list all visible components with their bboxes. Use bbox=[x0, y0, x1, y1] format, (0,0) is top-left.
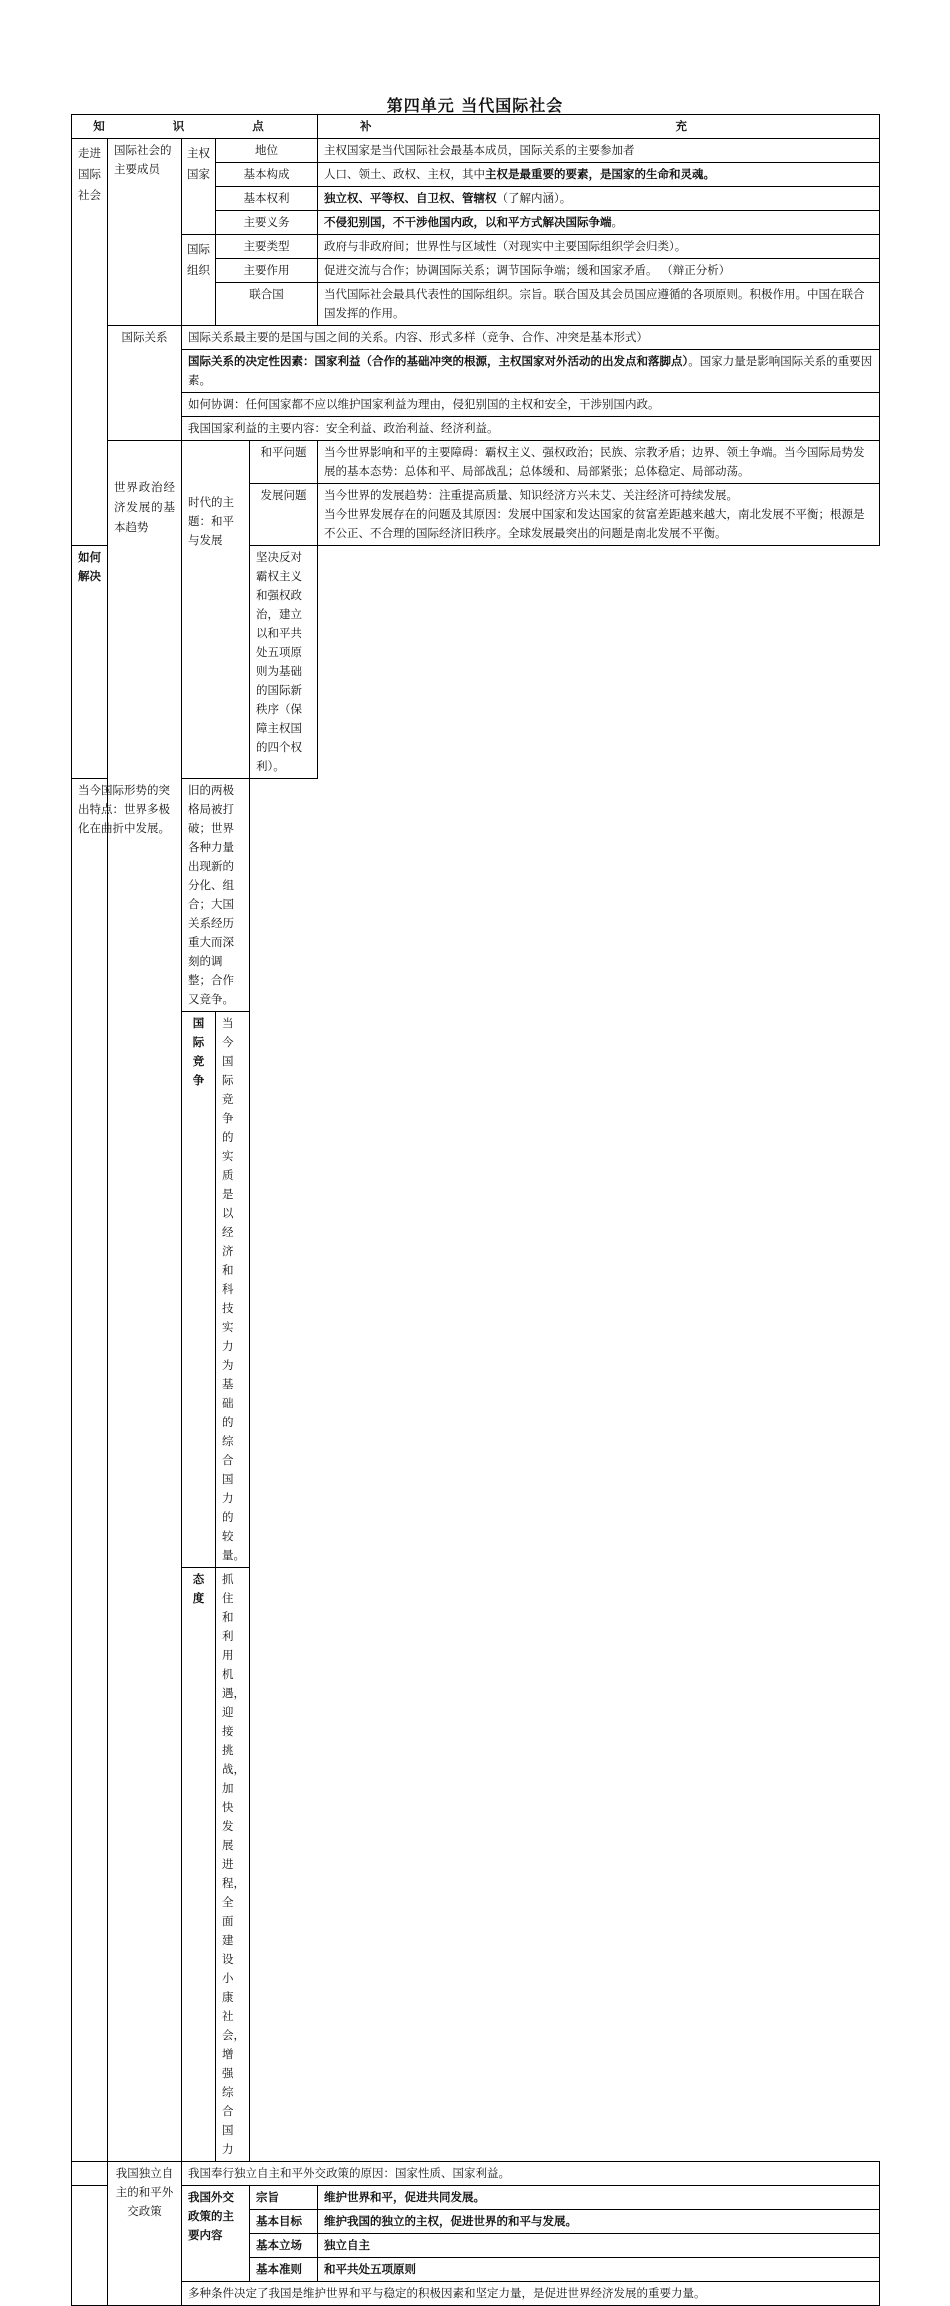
row-key: 主要义务 bbox=[216, 211, 318, 235]
row-value: 和平共处五项原则 bbox=[318, 2258, 880, 2282]
row-value: 国际关系的决定性因素：国家利益（合作的基础冲突的根源，主权国家对外活动的出发点和落脚点）。国家力量是影响国际关系的重要因素。 bbox=[182, 350, 880, 393]
row-value: 不侵犯别国，不干涉他国内政，以和平方式解决国际争端。 bbox=[318, 211, 880, 235]
row-value: 多种条件决定了我国是维护世界和平与稳定的积极因素和坚定力量，是促进世界经济发展的重要力量。 bbox=[182, 2282, 880, 2306]
row-value: 独立自主 bbox=[318, 2234, 880, 2258]
world-trend-label: 当今国际形势的突出特点：世界多极化在曲折中发展。 bbox=[72, 779, 182, 2162]
row-value: 主权国家是当代国际社会最基本成员，国际关系的主要参加者 bbox=[318, 139, 880, 163]
row-key: 基本权利 bbox=[216, 187, 318, 211]
row-key: 发展问题 bbox=[250, 484, 318, 546]
row-value: 当今世界影响和平的主要障碍：霸权主义、强权政治；民族、宗教矛盾；边界、领土争端。当今国际局势发展的基本态势：总体和平、局部战乱；总体缓和、局部紧张；总体稳定、局部动荡。 bbox=[318, 441, 880, 484]
row-key: 基本立场 bbox=[250, 2234, 318, 2258]
row-key: 主要类型 bbox=[216, 235, 318, 259]
row-key: 基本目标 bbox=[250, 2210, 318, 2234]
header-supplement: 补 充 bbox=[360, 119, 838, 133]
row-value: 国际关系最主要的是国与国之间的关系。内容、形式多样（竞争、合作、冲突是基本形式） bbox=[182, 326, 880, 350]
section-foreign-policy-label: 我国独立自主的和平外交政策 bbox=[108, 2162, 182, 2306]
row-key: 宗旨 bbox=[250, 2186, 318, 2210]
row-value: 我国国家利益的主要内容：安全利益、政治利益、经济利益。 bbox=[182, 417, 880, 441]
row-key: 国际竞争 bbox=[182, 1012, 216, 1568]
row-value: 当今国际竞争的实质是以经济和科技实力为基础的综合国力的较量。 bbox=[216, 1012, 250, 1568]
sovereign-state-label: 主权国家 bbox=[182, 139, 216, 235]
row-key: 联合国 bbox=[216, 283, 318, 326]
row-key: 基本准则 bbox=[250, 2258, 318, 2282]
section-intl-relations-label: 国际关系 bbox=[108, 326, 182, 441]
knowledge-table bbox=[71, 114, 880, 2306]
page-title: 第四单元 当代国际社会 bbox=[386, 96, 564, 115]
row-value: 促进交流与合作；协调国际关系；调节国际争端；缓和国家矛盾。 （辩正分析） bbox=[318, 259, 880, 283]
row-value: 我国奉行独立自主和平外交政策的原因：国家性质、国家利益。 bbox=[182, 2162, 880, 2186]
intl-org-label: 国际组织 bbox=[182, 235, 216, 326]
unit-label: 走进国际社会 bbox=[72, 139, 108, 546]
foreign-policy-main-label: 我国外交政策的主要内容 bbox=[182, 2186, 250, 2282]
row-value: 独立权、平等权、自卫权、管辖权（了解内涵）。 bbox=[318, 187, 880, 211]
row-value: 坚决反对霸权主义和强权政治，建立以和平共处五项原则为基础的国际新秩序（保障主权国的四个权利）。 bbox=[250, 546, 318, 779]
row-value: 维护我国的独立的主权，促进世界的和平与发展。 bbox=[318, 2210, 880, 2234]
row-key: 基本构成 bbox=[216, 163, 318, 187]
era-theme-label: 时代的主题：和平与发展 bbox=[182, 441, 250, 779]
section-trends-label: 世界政治经济发展的基本趋势 bbox=[108, 441, 182, 2162]
section-main-members-label: 国际社会的主要成员 bbox=[108, 139, 182, 326]
row-value: 如何协调：任何国家都不应以维护国家利益为理由，侵犯别国的主权和安全，干涉别国内政。 bbox=[182, 393, 880, 417]
row-value: 维护世界和平，促进共同发展。 bbox=[318, 2186, 880, 2210]
row-value: 人口、领土、政权、主权，其中主权是最重要的要素，是国家的生命和灵魂。 bbox=[318, 163, 880, 187]
row-value: 政府与非政府间；世界性与区域性（对现实中主要国际组织学会归类）。 bbox=[318, 235, 880, 259]
row-key: 态度 bbox=[182, 1568, 216, 2162]
row-key: 和平问题 bbox=[250, 441, 318, 484]
table-header-row bbox=[72, 115, 880, 139]
row-value: 当今世界的发展趋势：注重提高质量、知识经济方兴未艾、关注经济可持续发展。 当今世界发展存在的问题及其原因：发展中国家和发达国家的贫富差距越来越大，南北发展不平衡；根源是不公正、不合理的国际经济旧秩序。全球发展最突出的问题是南北发展不平衡。 bbox=[318, 484, 880, 546]
header-knowledge: 知 识 点 bbox=[93, 119, 296, 133]
row-value: 当代国际社会最具代表性的国际组织。宗旨。联合国及其会员国应遵循的各项原则。积极作用。中国在联合国发挥的作用。 bbox=[318, 283, 880, 326]
row-key: 主要作用 bbox=[216, 259, 318, 283]
row-key: 如何解决 bbox=[72, 546, 108, 779]
row-value: 抓住和利用机遇，迎接挑战，加快发展进程，全面建设小康社会，增强综合国力 bbox=[216, 1568, 250, 2162]
row-value: 旧的两极格局被打破；世界各种力量出现新的分化、组合；大国关系经历重大而深刻的调整；合作又竞争。 bbox=[182, 779, 250, 1012]
row-key: 地位 bbox=[216, 139, 318, 163]
